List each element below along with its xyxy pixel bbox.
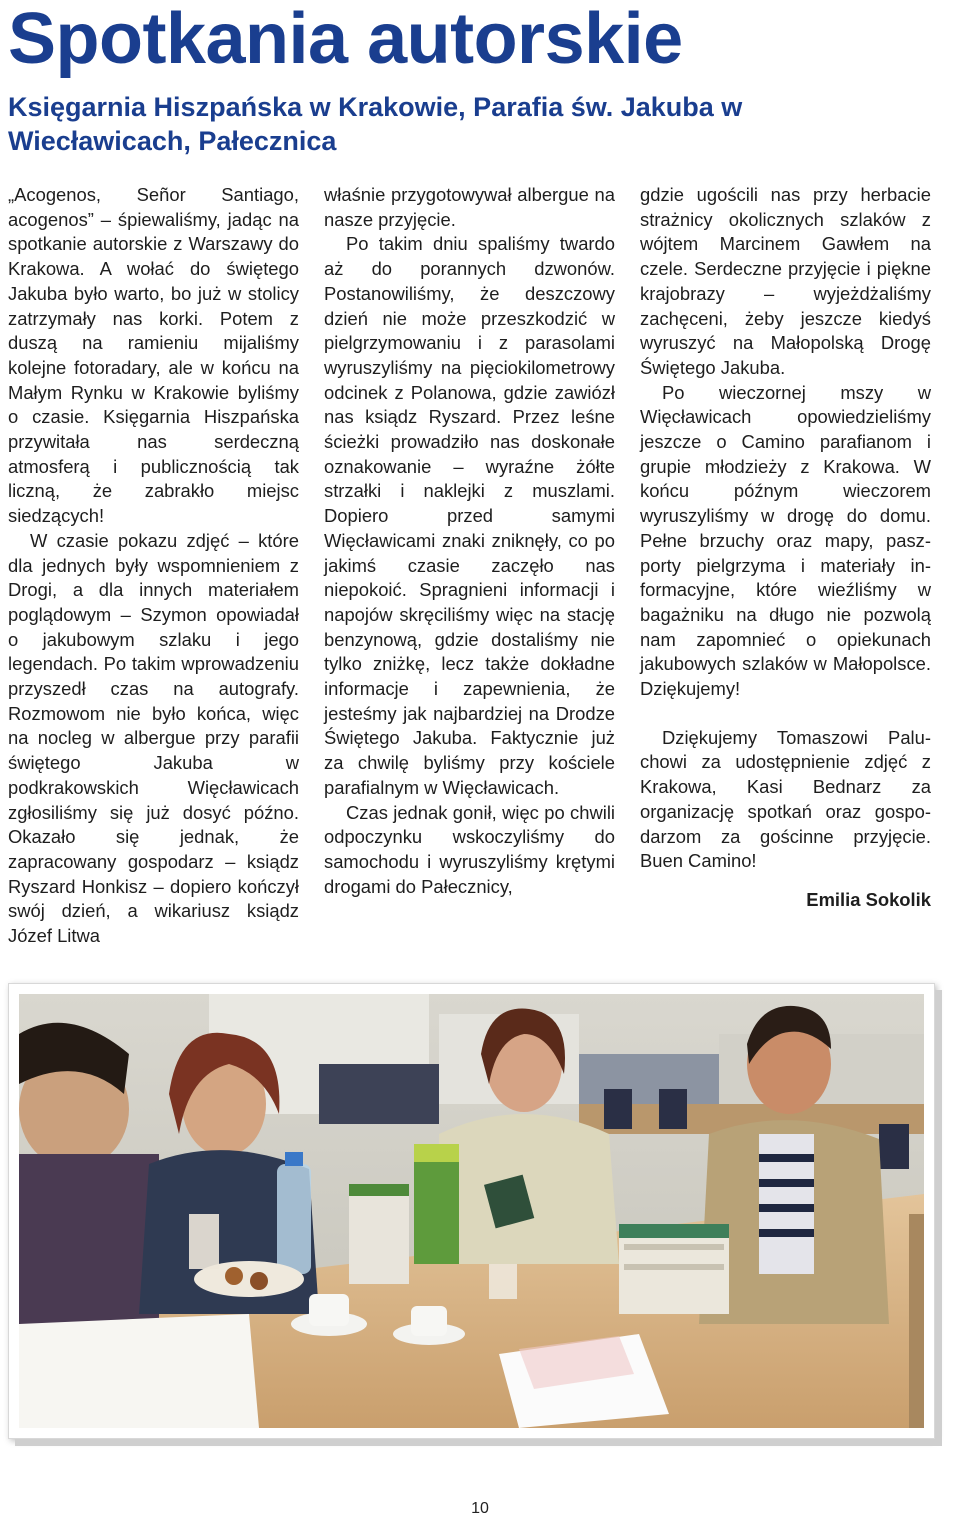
paragraph: Po takim dniu spaliśmy twardo aż do porannych dzwonów. Postanowiliśmy, że deszczowy dzień nie może przeszkodzić w pielgrzymowaniu i z parasolami wyruszyliśmy na pięciokilometrowy odcinek z Polanowa, gdzie zawiózł nas ksiądz Ryszard. Przez leśne ścieżki prowadziło nas doskonałe oznakowanie – wyraźne żółte strzałki i naklejki z muszlami. Dopiero przed samymi Więcławicami znaki zniknęły, co po jakimś czasie zaczęło nas niepokoić. Spragnieni informacji i napojów skręciliśmy więc na stację benzynową, gdzie dostaliśmy nie tylko zniżkę, lecz także dokładne informacje i zapewnienia, że jesteśmy jak najbardziej na Drodze Świętego Jakuba. Faktycznie już za chwilę byliśmy przy kościele parafialnym w Więcławicach.: [324, 233, 615, 798]
photo-frame: [8, 983, 935, 1439]
paragraph: Czas jednak gonił, więc po chwili odpoczynku wskoczyliśmy do samochodu i wyruszyliśmy krętymi drogami do Pałecznicy,: [324, 801, 615, 897]
paragraph: W czasie pokazu zdjęć – które dla jednych były wspomnieniem z Drogi, a dla innych materiałem poglądowym – Szymon opowiadał o jakubowym szlaku i jego legendach. Po takim wprowadzeniu przyszedł czas na autografy. Rozmowom nie było końca, więc na nocleg w albergue przy parafii świętego Jakuba w podkrakowskich Więcławicach zgłosiliśmy się już dosyć późno. Okazało się jednak, że zapracowany gospodarz – ksiądz Ryszard Honkisz – dopiero kończył swój dzień, a wikariusz ksiądz Józef Litwa: [8, 529, 299, 947]
page-title: Spotkania autorskie: [8, 0, 683, 79]
acknowledgements: Dziękujemy Tomaszowi Paluchowi za udostępnienie zdjęć z Krakowa, Kasi Bednarz za organizację spotkań oraz gospodarzom za gościnne przyjęcie. Buen Camino!: [640, 726, 931, 872]
page-number: 10: [471, 1500, 489, 1517]
page-subtitle: Księgarnia Hiszpańska w Krakowie, Parafia św. Jakuba w Wiecławicach, Pałecznica: [8, 92, 743, 156]
paragraph: gdzie ugościli nas przy herbacie strażnicy okolicznych szlaków z wójtem Marcinem Gawłem na czele. Serdeczne przyjęcie i piękne krajobrazy – wyjeżdżaliśmy zachęceni, żeby jeszcze kiedyś wyruszyć na Małopolską Drogę Świętego Jakuba.: [640, 184, 931, 378]
meeting-photo: [19, 994, 924, 1428]
paragraph: Po wieczornej mszy w Więcławicach opowiedzieliśmy jeszcze o Camino parafianom i grupie młodzieży z Krakowa. W końcu późnym wieczorem wyruszyliśmy w drogę do domu. Pełne brzuchy oraz mapy, paszporty pielgrzyma i materiały informacyjne, które wieźliśmy w bagażniku na długo nie pozwolą nam zapomnieć o opiekunach jakubowych szlaków w Małopolsce. Dziękujemy!: [640, 381, 931, 700]
paragraph: „Acogenos, Señor Santiago, acogenos” – śpiewaliśmy, jadąc na spotkanie autorskie z Warszawy do Krakowa. A wołać do świętego Jakuba było warto, bo już w stolicy zatrzymały nas korki. Potem z duszą na ramieniu mijaliśmy kolejne fotoradary, ale w końcu na Małym Rynku w Krakowie byliśmy o czasie. Księgarnia Hiszpańska przywitała nas serdeczną atmosferą i publicznością tak liczną, że zabrakło miejsc siedzących!: [8, 184, 299, 527]
paragraph: właśnie przygotowywał albergue na nasze przyjęcie.: [324, 184, 615, 230]
article-column-3: [640, 183, 931, 913]
author-name: Emilia Sokolik: [806, 888, 931, 910]
article-column-1: [8, 183, 299, 949]
article-column-2: [324, 183, 615, 899]
